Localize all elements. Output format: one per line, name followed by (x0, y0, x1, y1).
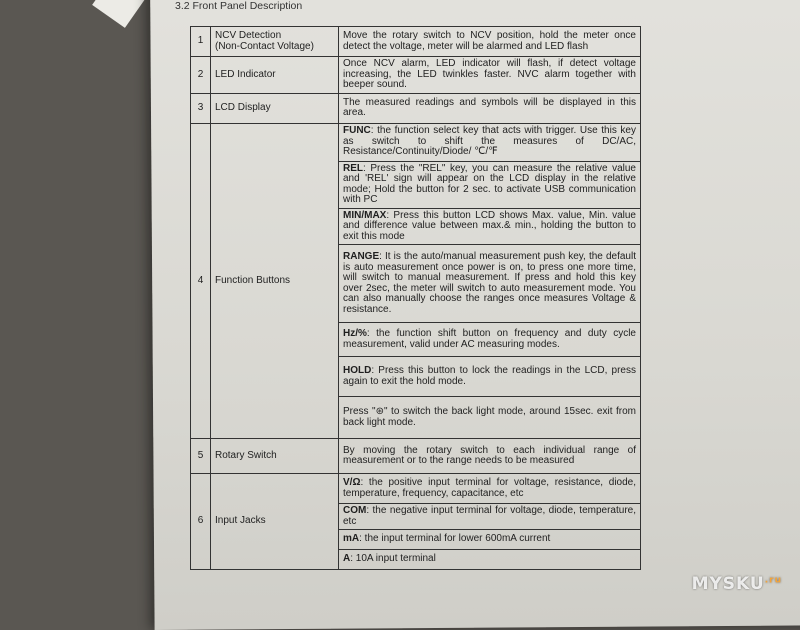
table-row (191, 57, 641, 94)
desc-text: : Press this button to lock the readings in the LCD, press again to exit the hold mode. (343, 365, 636, 387)
row-name: Input Jacks (211, 474, 339, 570)
desc-keyword: A (343, 553, 351, 565)
desc-ma (339, 530, 641, 550)
desc-text: : the negative input terminal for voltage, diode, temperature, etc (343, 505, 636, 527)
row-description (339, 27, 641, 57)
watermark-text: MYSKU (691, 574, 765, 594)
row-description (339, 93, 641, 123)
desc-text: : It is the auto/manual measurement push key, the default is auto measurement once power is on, to press one more time, will switch to manual measurement. If press and hold this key over 2sec, the meter will switch to auto measurement mode. You can also manually choose the ranges once measures Voltage & resistance. (343, 251, 636, 315)
row-description (339, 439, 641, 474)
desc-text: : the function select key that acts with trigger. Use this key as switch to shift the measures of DC/AC, Resistance/Continuity/Diode/ ℃/℉ (343, 125, 636, 158)
desc-com (339, 504, 641, 530)
table-row (191, 93, 641, 123)
desc-keyword: V/Ω (343, 477, 361, 488)
row-number: 5 (191, 439, 211, 474)
row-number: 3 (191, 93, 211, 123)
table-row (191, 123, 641, 161)
section-title: 3.2 Front Panel Description (175, 0, 303, 12)
row-description (339, 57, 641, 94)
site-watermark (692, 574, 782, 594)
desc-text: : the function shift button on frequency and duty cycle measurement, valid under AC measuring modes. (343, 328, 636, 350)
desc-keyword: mA (343, 533, 360, 545)
desc-text: Once NCV alarm, LED indicator will flash, if detect voltage increasing, the LED twinkles faster. NVC alarm together with beeper sound. (343, 58, 636, 90)
desc-text: : the input terminal for lower 600mA current (359, 533, 551, 545)
table-row (191, 439, 641, 474)
desc-keyword: RANGE (343, 251, 380, 262)
desc-keyword: FUNC (343, 125, 371, 137)
desc-v-ohm (339, 474, 641, 504)
row-name: Rotary Switch (211, 439, 339, 474)
row-name-line: (Non-Contact Voltage) (215, 40, 314, 52)
watermark-tld: .ru (764, 575, 782, 586)
desc-text: : Press the "REL" key, you can measure the relative value and 'REL' sign will appear on the LCD display in the relative mode; Hold the button for 2 sec. to activate USB communication with PC (343, 162, 636, 205)
desc-rel (339, 161, 641, 208)
row-name (211, 27, 339, 57)
desc-keyword: COM (343, 505, 367, 516)
desc-keyword: HOLD (343, 365, 372, 376)
row-name: Function Buttons (211, 123, 339, 439)
desc-range (339, 245, 641, 323)
desc-text: The measured readings and symbols will be displayed in this area. (343, 96, 636, 118)
desc-backlight (339, 397, 641, 439)
desc-keyword: REL (343, 162, 363, 174)
desc-hz (339, 323, 641, 357)
desc-text: : the positive input terminal for voltage, resistance, diode, temperature, frequency, capacitance, etc (343, 477, 636, 499)
table-row (191, 27, 641, 57)
table-row (191, 474, 641, 504)
row-number: 6 (191, 474, 211, 570)
row-number: 2 (191, 57, 211, 94)
desc-func (339, 123, 641, 161)
desc-text: By moving the rotary switch to each individual range of measurement or to the range needs to be measured (343, 444, 636, 466)
row-number: 1 (191, 27, 211, 57)
desc-text: Press "⊛" to switch the back light mode, around 15sec. exit from back light mode. (343, 406, 636, 428)
row-name-line: NCV Detection (215, 30, 282, 41)
row-name: LCD Display (211, 93, 339, 123)
desc-a (339, 550, 641, 570)
row-number: 4 (191, 123, 211, 439)
front-panel-table (190, 26, 641, 570)
desc-keyword: MIN/MAX (343, 209, 387, 221)
desc-text: Move the rotary switch to NCV position, hold the meter once detect the voltage, meter will be alarmed and LED flash (343, 30, 636, 52)
desc-text: : 10A input terminal (350, 553, 436, 565)
desc-min-max (339, 208, 641, 245)
paper-corner (92, 0, 148, 28)
row-name: LED Indicator (211, 57, 339, 94)
desc-hold (339, 357, 641, 397)
desc-text: : Press this button LCD shows Max. value, Min. value and difference value between max.& min., holding the button to exit this mode (343, 209, 636, 242)
desc-keyword: Hz/% (343, 328, 367, 339)
